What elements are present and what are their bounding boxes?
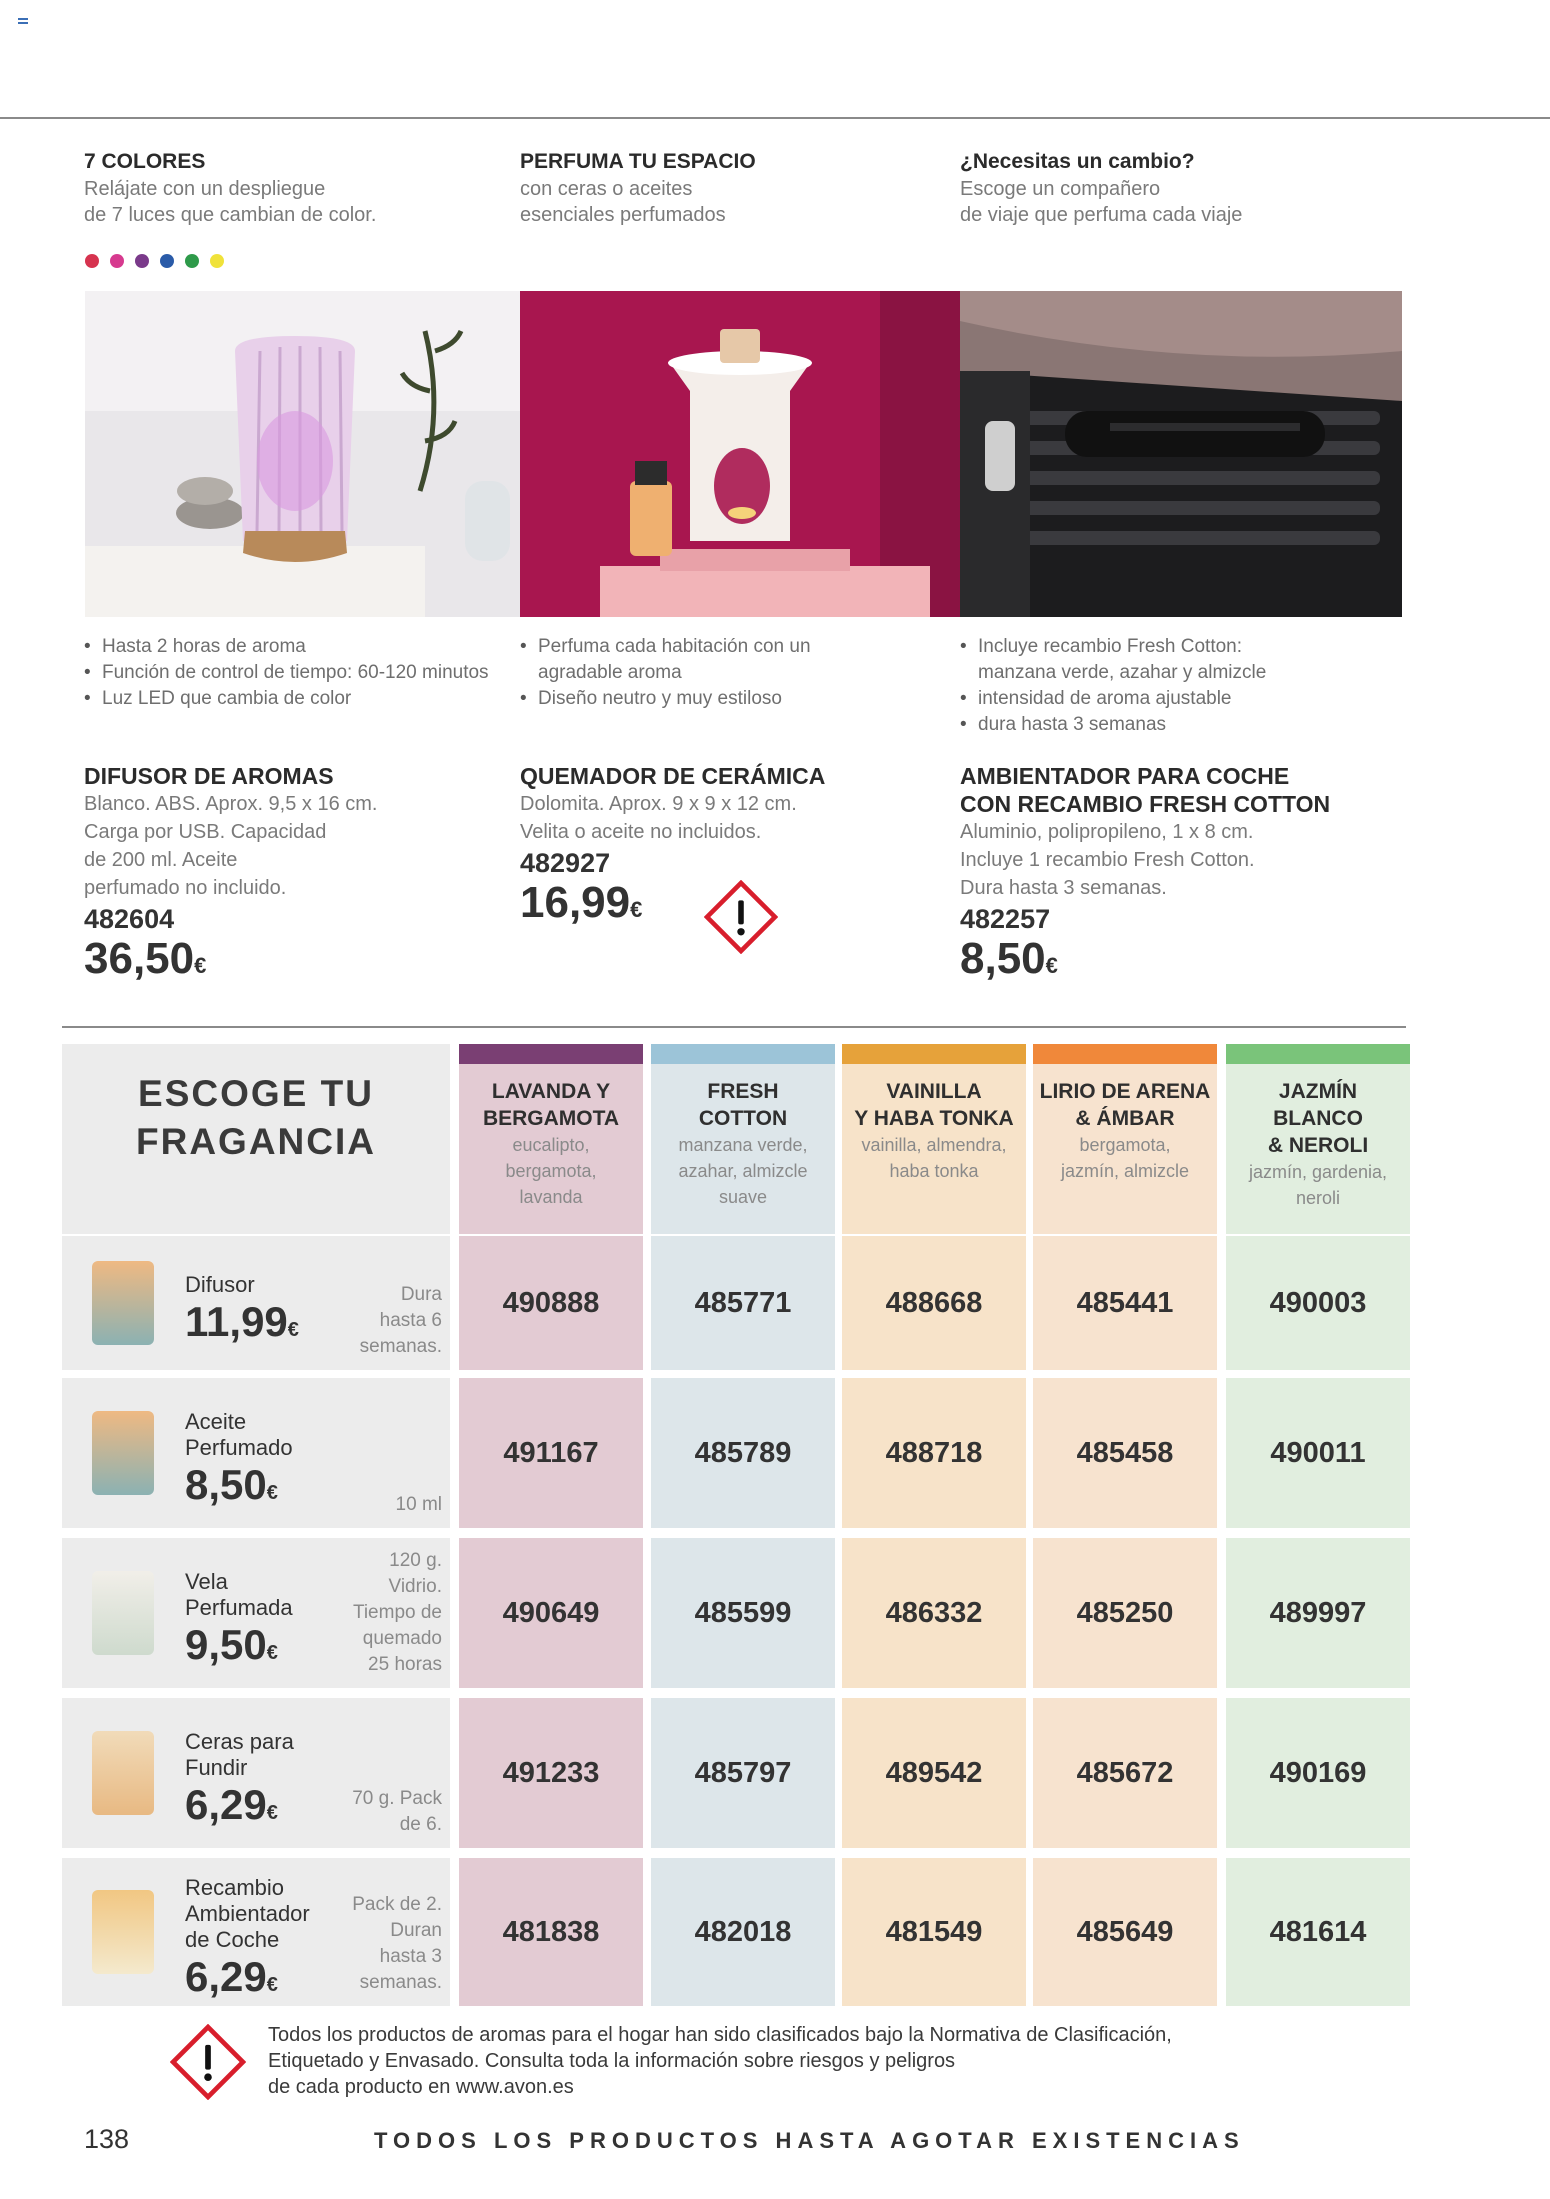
product-thumbnail <box>92 1261 154 1345</box>
feature-text: Relájate con un despliegue de 7 luces que cambian de color. <box>84 178 377 226</box>
product-code-cell: 485672 <box>1033 1698 1217 1848</box>
product-code-cell: 491167 <box>459 1378 643 1528</box>
feature-text: Escoge un compañero de viaje que perfuma cada viaje <box>960 178 1243 226</box>
product-desc: Aluminio, polipropileno, 1 x 8 cm. Incluye 1 recambio Fresh Cotton. Dura hasta 3 semanas. <box>960 821 1255 899</box>
bullet-item: • Luz LED que cambia de color <box>84 686 504 712</box>
fragrance-color-bar <box>459 1044 643 1064</box>
product-code: 482257 <box>960 904 1051 934</box>
product-code-cell: 485458 <box>1033 1378 1217 1528</box>
page-number: 138 <box>84 2124 130 2154</box>
product-code-cell: 485797 <box>651 1698 835 1848</box>
fragrance-header <box>842 1064 1026 1234</box>
product-thumbnail <box>92 1571 154 1655</box>
fragrance-name: LAVANDA Y BERGAMOTA <box>482 1080 620 1130</box>
car-bullets <box>960 634 1320 738</box>
feature-cambio <box>960 150 1380 228</box>
product-code-cell: 485250 <box>1033 1538 1217 1688</box>
top-divider <box>0 117 1550 119</box>
fragrance-table-title: ESCOGE TU FRAGANCIA <box>62 1044 450 1234</box>
fragrance-notes: bergamota, jazmín, almizcle <box>1060 1135 1190 1181</box>
row-product-name: Ceras para Fundir <box>185 1729 294 1780</box>
burner-bullets <box>520 634 850 712</box>
fragrance-color-bar <box>1033 1044 1217 1064</box>
feature-title: 7 COLORES <box>84 150 206 173</box>
fragrance-name: FRESH COTTON <box>698 1080 788 1130</box>
bullet-item: • Hasta 2 horas de aroma <box>84 634 504 660</box>
row-product-note: 10 ml <box>395 1494 442 1515</box>
row-product-name: Recambio Ambientador de Coche <box>185 1875 310 1952</box>
product-code-cell: 490011 <box>1226 1378 1410 1528</box>
product-code-cell: 490169 <box>1226 1698 1410 1848</box>
product-thumbnail <box>92 1411 154 1495</box>
color-dots <box>85 254 224 268</box>
fragrance-name: JAZMÍN BLANCO & NEROLI <box>1267 1080 1369 1157</box>
color-dot <box>210 254 224 268</box>
product-code-cell: 481838 <box>459 1858 643 2006</box>
menu-icon[interactable] <box>18 18 28 26</box>
fragrance-header <box>459 1064 643 1234</box>
product-code: 482927 <box>520 848 611 878</box>
row-product-note: Dura hasta 6 semanas. <box>359 1284 442 1357</box>
fragrance-header <box>1033 1064 1217 1234</box>
row-product-price: 11,99€ <box>185 1298 299 1345</box>
section-divider <box>62 1026 1406 1028</box>
product-row-label <box>62 1858 450 2006</box>
bullet-item: • Incluye recambio Fresh Cotton: manzana verde, azahar y almizcle <box>960 634 1320 686</box>
fragrance-notes: eucalipto, bergamota, lavanda <box>505 1135 597 1207</box>
fragrance-column <box>651 1044 835 1234</box>
feature-text: con ceras o aceites esenciales perfumados <box>520 178 726 226</box>
car-freshener-photo <box>960 291 1402 617</box>
feature-title: PERFUMA TU ESPACIO <box>520 150 756 173</box>
product-code-cell: 490888 <box>459 1236 643 1370</box>
row-product-price: 9,50€ <box>185 1621 278 1668</box>
row-product-price: 6,29€ <box>185 1953 278 2000</box>
fragrance-color-bar <box>1226 1044 1410 1064</box>
fragrance-name: VAINILLA Y HABA TONKA <box>854 1080 1014 1130</box>
color-dot <box>110 254 124 268</box>
product-desc: Blanco. ABS. Aprox. 9,5 x 16 cm. Carga por USB. Capacidad de 200 ml. Aceite perfumado no incluido. <box>84 793 378 899</box>
fragrance-notes: vainilla, almendra, haba tonka <box>861 1135 1007 1181</box>
product-price: 36,50€ <box>84 934 207 983</box>
product-code-cell: 491233 <box>459 1698 643 1848</box>
product-name: DIFUSOR DE AROMAS <box>84 763 334 789</box>
bullet-item: • Función de control de tiempo: 60-120 minutos <box>84 660 504 686</box>
product-desc: Dolomita. Aprox. 9 x 9 x 12 cm. Velita o aceite no incluidos. <box>520 793 797 843</box>
fragrance-color-bar <box>651 1044 835 1064</box>
product-row-label <box>62 1378 450 1528</box>
fragrance-header <box>651 1064 835 1234</box>
product-thumbnail <box>92 1731 154 1815</box>
row-product-price: 6,29€ <box>185 1781 278 1828</box>
fragrance-column <box>1033 1044 1217 1234</box>
burner-photo <box>520 291 960 617</box>
product-code-cell: 488668 <box>842 1236 1026 1370</box>
row-product-name: Vela Perfumada <box>185 1569 293 1620</box>
color-dot <box>160 254 174 268</box>
product-name: QUEMADOR DE CERÁMICA <box>520 763 826 789</box>
product-name: AMBIENTADOR PARA COCHE CON RECAMBIO FRESH COTTON <box>960 763 1331 817</box>
hazard-warning-icon <box>170 2024 246 2100</box>
feature-perfuma <box>520 150 940 228</box>
row-product-name: Aceite Perfumado <box>185 1409 293 1460</box>
feature-title: ¿Necesitas un cambio? <box>960 150 1195 173</box>
product-price: 8,50€ <box>960 934 1058 983</box>
bullet-item: • intensidad de aroma ajustable <box>960 686 1320 712</box>
feature-colores <box>84 150 504 228</box>
footer-slogan: TODOS LOS PRODUCTOS HASTA AGOTAR EXISTENCIAS <box>374 2128 1245 2153</box>
safety-notice: Todos los productos de aromas para el hogar han sido clasificados bajo la Normativa de Clasificación, Etiquetado y Envasado. Consulta toda la información sobre riesgos y peligros de cada producto en www.avon.es <box>268 2024 1172 2098</box>
bullet-item: • dura hasta 3 semanas <box>960 712 1320 738</box>
product-code-cell: 489997 <box>1226 1538 1410 1688</box>
product-code-cell: 485771 <box>651 1236 835 1370</box>
row-product-price: 8,50€ <box>185 1461 278 1508</box>
color-dot <box>85 254 99 268</box>
product-code-cell: 482018 <box>651 1858 835 2006</box>
product-ambientador <box>960 762 1400 990</box>
product-code-cell: 489542 <box>842 1698 1026 1848</box>
fragrance-name: LIRIO DE ARENA & ÁMBAR <box>1039 1080 1211 1130</box>
product-row-label <box>62 1698 450 1848</box>
product-code-cell: 485441 <box>1033 1236 1217 1370</box>
product-code-cell: 486332 <box>842 1538 1026 1688</box>
bullet-item: • Perfuma cada habitación con un agradable aroma <box>520 634 850 686</box>
row-product-note: 120 g. Vidrio. Tiempo de quemado 25 horas <box>352 1550 442 1675</box>
product-row-label <box>62 1538 450 1688</box>
product-code-cell: 485789 <box>651 1378 835 1528</box>
product-code-cell: 490003 <box>1226 1236 1410 1370</box>
fragrance-header <box>1226 1064 1410 1234</box>
color-dot <box>185 254 199 268</box>
fragrance-notes: jazmín, gardenia, neroli <box>1248 1162 1388 1208</box>
fragrance-column <box>459 1044 643 1234</box>
product-code-cell: 481549 <box>842 1858 1026 2006</box>
product-code-cell: 490649 <box>459 1538 643 1688</box>
product-code-cell: 485599 <box>651 1538 835 1688</box>
product-code: 482604 <box>84 904 175 934</box>
product-price: 16,99€ <box>520 878 643 927</box>
product-code-cell: 488718 <box>842 1378 1026 1528</box>
product-code-cell: 485649 <box>1033 1858 1217 2006</box>
product-code-cell: 481614 <box>1226 1858 1410 2006</box>
product-thumbnail <box>92 1890 154 1974</box>
row-product-note: Pack de 2. Duran hasta 3 semanas. <box>352 1894 442 1993</box>
row-product-name: Difusor <box>185 1272 255 1297</box>
product-row-label <box>62 1236 450 1370</box>
fragrance-color-bar <box>842 1044 1026 1064</box>
diffuser-bullets <box>84 634 504 712</box>
color-dot <box>135 254 149 268</box>
fragrance-column <box>842 1044 1026 1234</box>
product-difusor <box>84 762 524 990</box>
fragrance-column <box>1226 1044 1410 1234</box>
diffuser-photo <box>85 291 520 617</box>
bullet-item: • Diseño neutro y muy estiloso <box>520 686 850 712</box>
hazard-warning-icon <box>704 880 778 954</box>
fragrance-notes: manzana verde, azahar, almizcle suave <box>678 1135 808 1207</box>
row-product-note: 70 g. Pack de 6. <box>352 1788 442 1835</box>
